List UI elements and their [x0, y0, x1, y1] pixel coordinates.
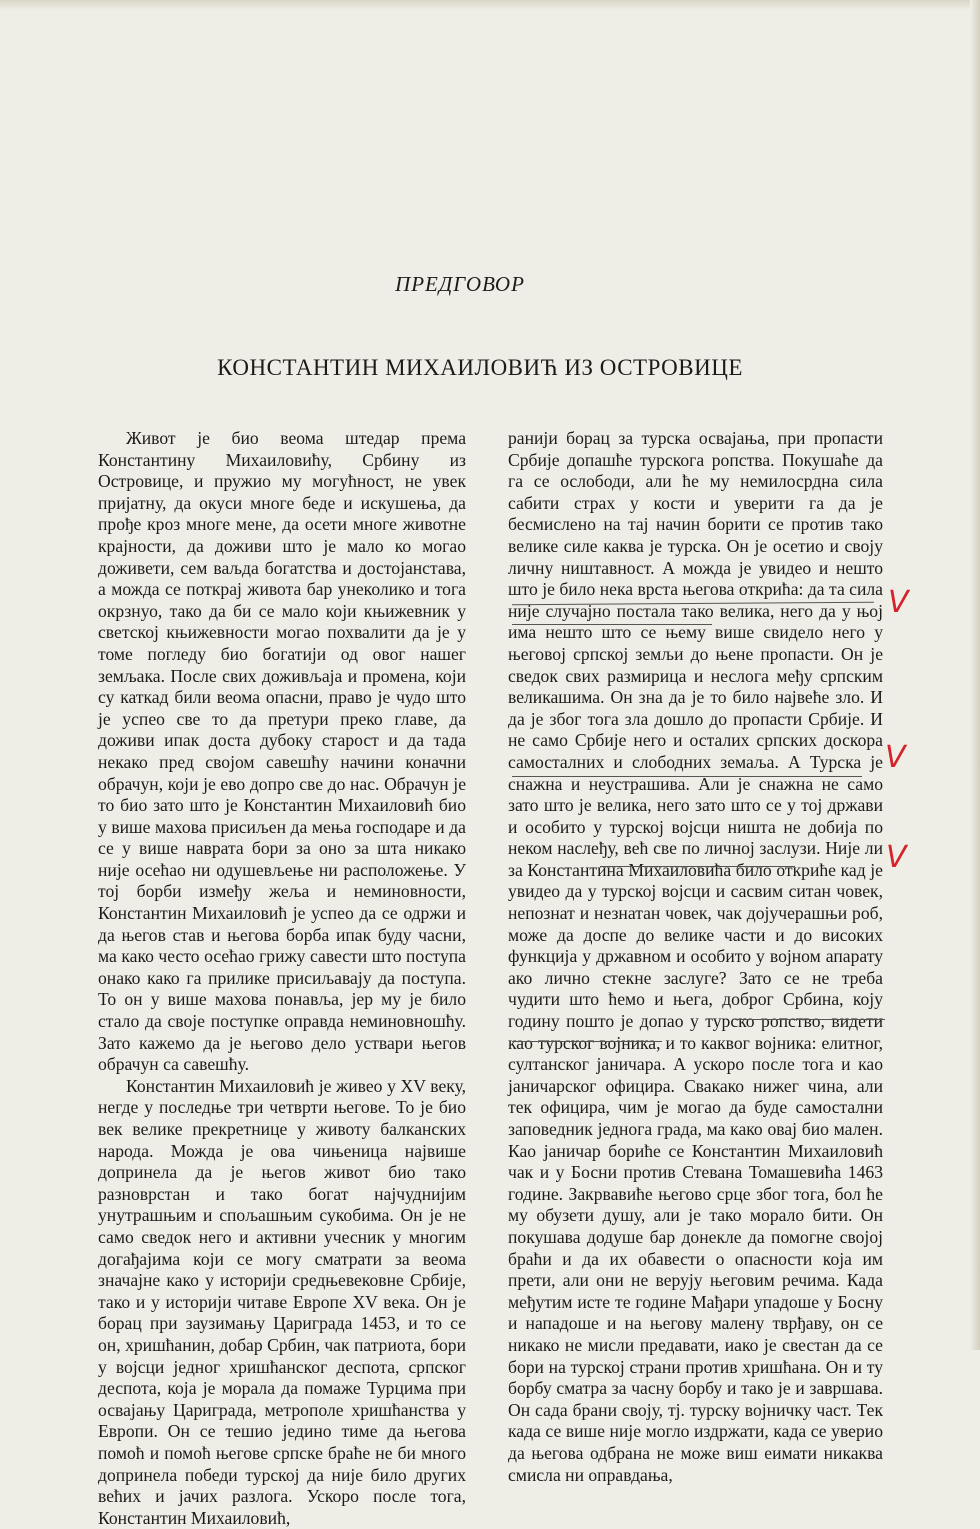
text-column-right: [508, 428, 883, 1486]
red-check-mark-icon: V: [886, 840, 907, 875]
page-edge-shadow: [0, 0, 980, 10]
paragraph: ранији борац за турска освајања, при пропасти Србије допашће турскога ропства. Покушаће да га се ослободи, али ће му немилосрдна сила сабити страх у кости и уверити га да је бесмислено на тај начин борити се против тако велике силе каква је турска. Он је осетио и своју личну ништавност. А можда је увидео и нешто што је било нека врста његова открића: да та сила није случајно постала тако велика, него да у њој има нешто што се њему више свидело него у његовој српској земљи до њене пропасти. Он је сведок свих размирица и неслога међу српским великашима. Он зна да је то било највеће зло. И да је због тога зла дошло до пропасти Србије. И не само Србије него и осталих српских доскора самосталних и слободних земаља. А Турска је снажна и неустрашива. Али је снажна не само зато што је велика, него зато што се у тој држави и особито у турској војсци ништа не добија по неком наслеђу, већ све по личној заслузи. Није ли за Константина Михаиловића било откриће кад је увидео да у турској војсци и сасвим ситан човек, непознат и незнатан човек, чак дојучерашњи роб, може да доспе до велике части и до високих функција у државном и особито у војном апарату ако лично стекне заслуге? Зато се не треба чудити што ћемо и њега, доброг Србина, коју годину пошто је допао у турско ропство, видети као турског војника, и то каквог војника: елитног, султанског јаничара. А ускоро после тога и као јаничарског официра. Свакако нижег чина, али тек официра, чим је могао да буде самостални заповедник једнога града, ма како овај био мален. Као јаничар бориће се Константин Михаиловић чак и у Босни против Стевана Томашевића 1463 године. Закрвавиће његово срце због тога, бол ће му обузети душу, али је тако морало бити. Он покушава додуше бар донекле да помогне својој браћи и да их обавести о опасности која им прети, али они не верују његовим речима. Када међутим исте те године Мађари упадоше у Босну и нападоше и на његову малену тврђаву, он се никако не мисли предавати, иако је свестан да се бори на турској страни против хришћана. Он и ту борбу сматра за часну борбу и тако је и завршава. Он сада брани своју, тј. турску војничку част. Тек када се више није могло издржати, када се уверио да његова одбрана не може виш еимати никаква смисла ни оправдања,: [508, 428, 883, 1485]
red-check-mark-icon: V: [885, 740, 906, 775]
chapter-title: КОНСТАНТИН МИХАИЛОВИЋ ИЗ ОСТРОВИЦЕ: [217, 355, 743, 380]
pencil-underline: [512, 776, 862, 777]
paragraph: Живот је био веома штедар према Константину Михаиловићу, Србину из Островице, и пружио му могућност, не увек пријатну, да окуси многе беде и искушења, да прође кроз многе мене, да осети многе животне крајности, да доживи што је мало ко могао доживети, сем ваљда богатства и достојанстава, а можда се поткрај живота бар унеколико и тога окрзнуо, тако да би се мало који књижевник у светској књижевности могао похвалити да је у томе погледу био богатији од овог нашег земљака. После свих доживљаја и промена, који су каткад били веома опасни, право је чудо што је успео све то да претури преко главе, да доживи ипак доста дубоку старост и да тада некако пред својом савешћу начини коначни обрачун, који је ево допро све до нас. Обрачун је то био зато што је Константин Михаиловић био у више махова присиљен да мења господаре и да се у више наврата бори за оно за шта никако није осећао ни одушевљење ни расположење. У тој борби између жеља и неминовности, Константин Михаиловић је успео да се одржи и да његов став и његова борба ипак буду часни, ма како често осећао грижу савести што поступа онако како га прилике присиљавају да поступа. То он у више махова понавља, јер му је било стало да своје поступке оправда неминовношћу. Зато кажемо да је његово дело уствари његов обрачун са савешћу.: [98, 428, 466, 1075]
page-edge-shadow: [970, 0, 980, 1350]
pencil-underline: [512, 1041, 662, 1042]
pencil-underline: [735, 1019, 885, 1020]
text-column-left: [98, 428, 466, 1529]
red-check-mark-icon: V: [888, 585, 909, 620]
pencil-underline: [600, 866, 795, 867]
paragraph: Константин Михаиловић је живео у XV веку, негде у последње три четврти његове. То је био век велике прекретнице у животу балканских народа. Можда је ова чињеница највише допринела да је његов живот био тако разноврстан и тако богат најчуднијим унутрашњим и спољашњим сукобима. Он је не само сведок него и активни учесник у многим догађајима који се могу сматрати за веома значајне како у историји средњевековне Србије, тако и у историји читаве Европе XV века. Он је борац при заузимању Цариграда 1453, и то се он, хришћанин, добар Србин, чак патриота, бори у војсци једног хришћанског деспота, српског деспота, која је морала да помаже Турцима при освајању Цариграда, метрополе хришћанства у Европи. Он се тешио једино тиме да његова помоћ и помоћ његове српске браће не би много допринела победи турској да није било других већих и јачих разлога. Ускоро после тога, Константин Михаиловић,: [98, 1075, 466, 1528]
section-kicker: ПРЕДГОВОР: [395, 272, 525, 296]
pencil-underline: [512, 624, 712, 625]
